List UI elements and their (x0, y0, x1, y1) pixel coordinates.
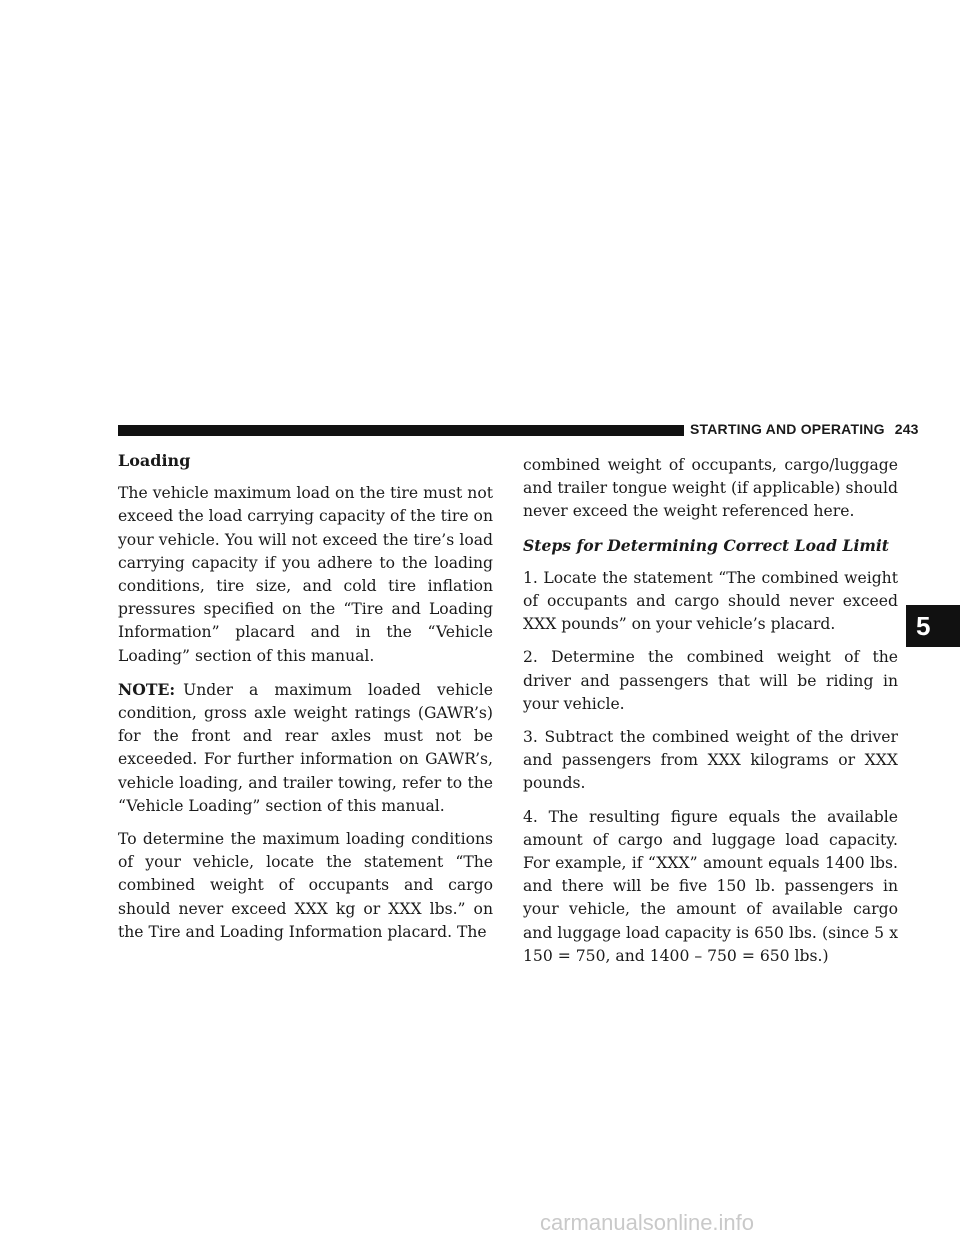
section-title: STARTING AND OPERATING (690, 421, 885, 437)
steps-heading: Steps for Determining Correct Load Limit (523, 535, 889, 555)
paragraph-continued: combined weight of occupants, cargo/luggage and trailer tongue weight (if applicable) should never exceed the weight referenced here. (523, 456, 898, 521)
right-column (523, 454, 898, 978)
paragraph-load-capacity: The vehicle maximum load on the tire must not exceed the load carrying capacity of the tire on your vehicle. You will not exceed the tire’s load carrying capacity if you adhere to the loading conditions, tire size, and cold tire inflation pressures specified on the “Tire and Loading Information” placard and in the “Vehicle Loading” section of this manual. (118, 484, 493, 665)
step-item: 1. Locate the statement “The combined weight of occupants and cargo should never exceed XXX pounds” on your vehicle’s placard. (523, 568, 898, 634)
chapter-tab: 5 (906, 605, 960, 647)
note-label: NOTE: (118, 679, 176, 699)
paragraph-max-loading: To determine the maximum loading conditions of your vehicle, locate the statement “The combined weight of occupants and cargo should never exceed XXX kg or XXX lbs.” on the Tire and Loading Information placard. The (118, 830, 493, 941)
header-rule (118, 425, 684, 436)
running-header (690, 421, 919, 437)
section-heading: Loading (118, 451, 191, 470)
step-item: 4. The resulting figure equals the available amount of cargo and luggage load capacity. For example, if “XXX” amount equals 1400 lbs. and there will be five 150 lb. passengers in your vehicle, the amount of available cargo and luggage load capacity is 650 lbs. (since 5 x 150 = 750, and 1400 – 750 = 650 lbs.) (523, 807, 898, 965)
page-number: 243 (894, 421, 919, 437)
watermark-text: carmanualsonline.info (540, 1210, 755, 1235)
step-item: 3. Subtract the combined weight of the driver and passengers from XXX kilograms or XXX pounds. (523, 728, 898, 793)
left-column (118, 449, 493, 954)
note-paragraph (118, 678, 493, 818)
step-item: 2. Determine the combined weight of the driver and passengers that will be riding in your vehicle. (523, 648, 898, 713)
note-text: Under a maximum loaded vehicle condition, gross axle weight ratings (GAWR’s) for the front and rear axles must not be exceeded. For further information on GAWR’s, vehicle loading, and trailer towing, refer to the “Vehicle Loading” section of this manual. (118, 680, 493, 815)
